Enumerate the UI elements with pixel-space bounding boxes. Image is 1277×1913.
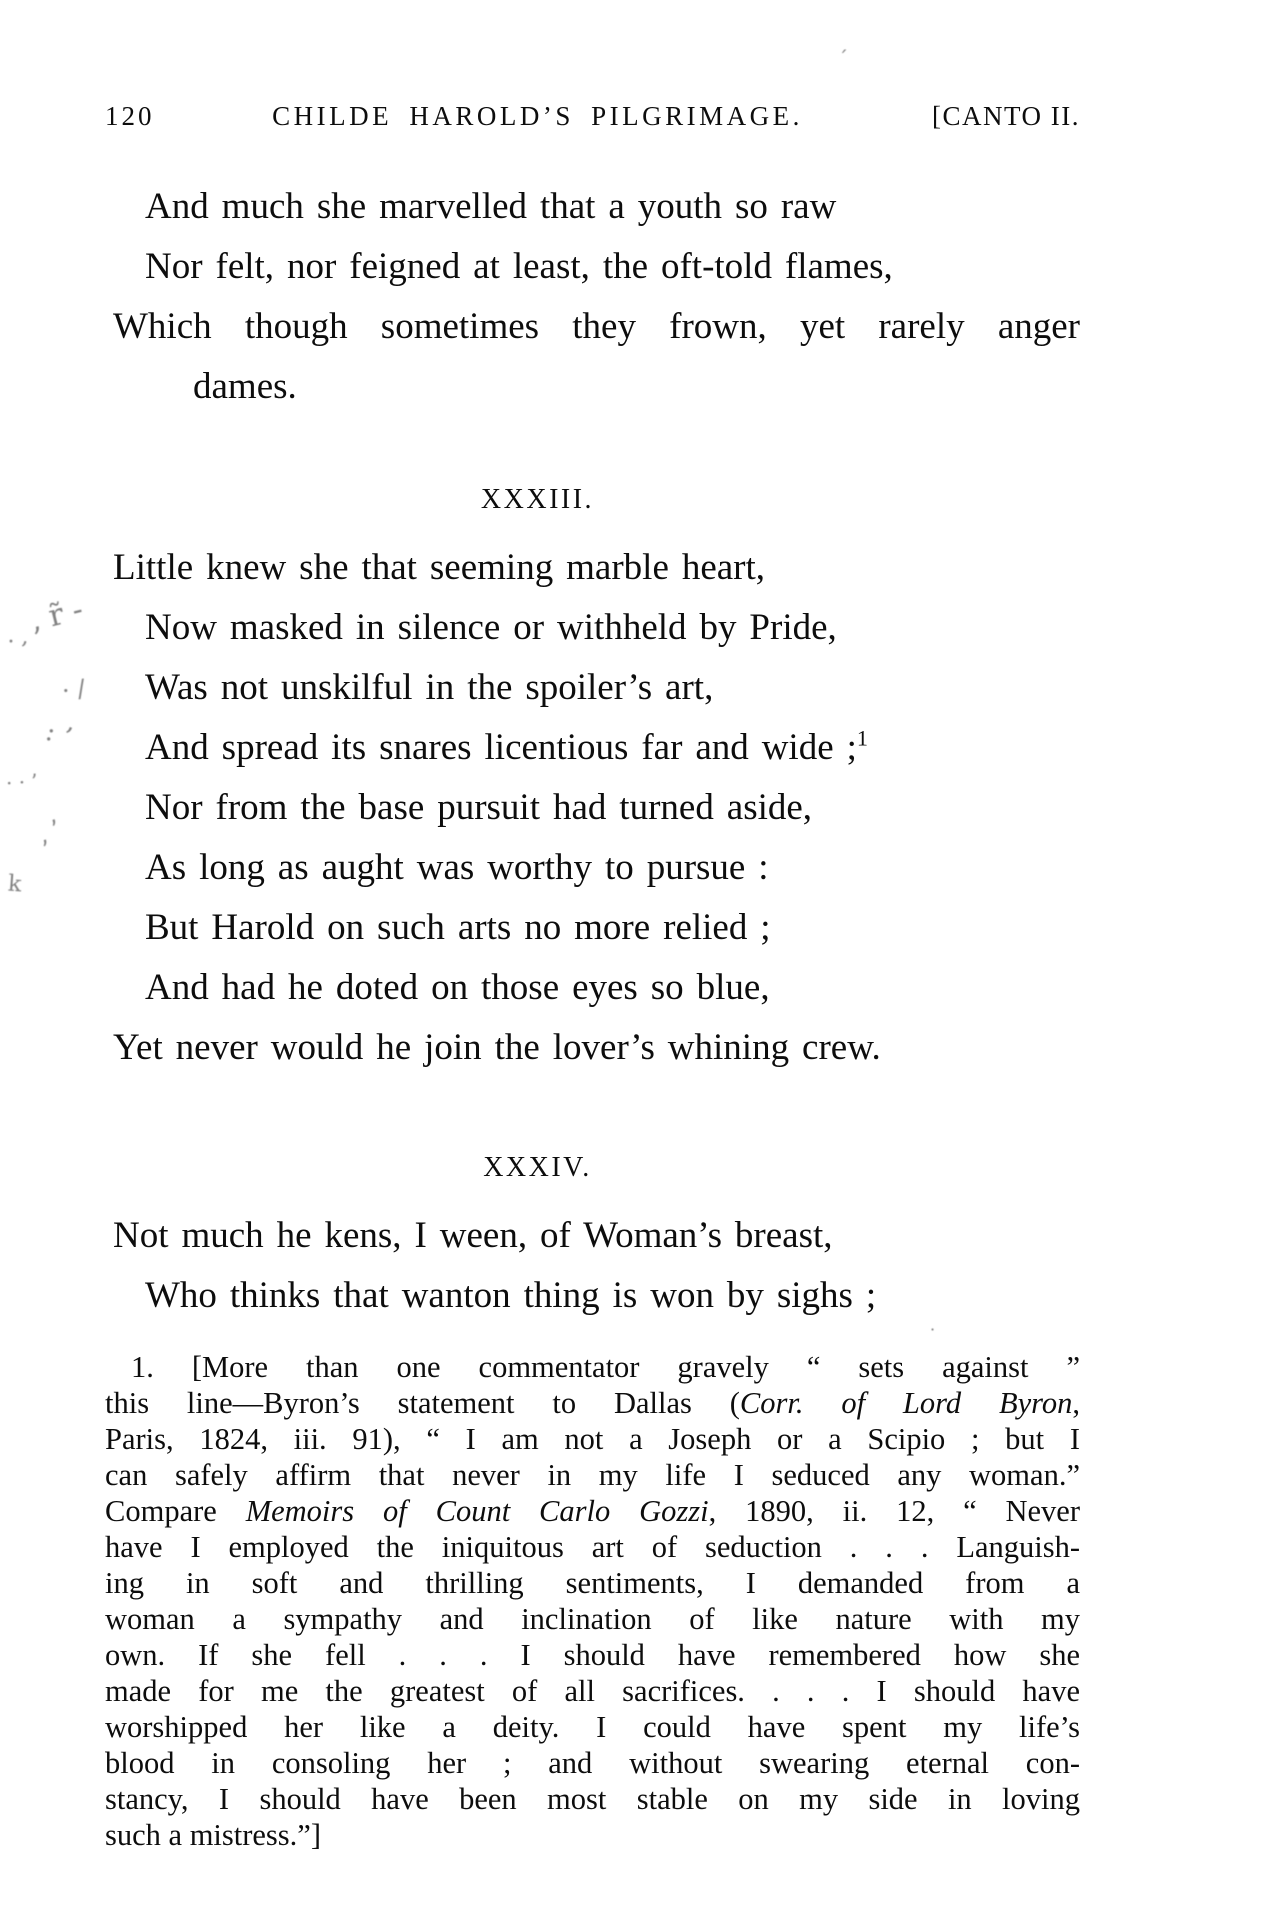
stanza-xxxiv	[105, 1206, 1080, 1326]
verse-line: Nor from the base pursuit had turned aside,	[145, 787, 813, 828]
footnote-line: ing in soft and thrilling sentiments, I demanded from a	[105, 1566, 1080, 1600]
footnote-line: Paris, 1824, iii. 91), “ I am not a Joseph or a Scipio ; but I	[105, 1422, 1080, 1456]
footnote-line: made for me the greatest of all sacrifices. . . . I should have	[105, 1674, 1080, 1708]
footnote-line: worshipped her like a deity. I could have spent my life’s	[105, 1710, 1080, 1744]
stanza-heading-xxxiii: XXXIII.	[480, 484, 595, 515]
running-title: CHILDE HAROLD’S PILGRIMAGE.	[272, 101, 803, 131]
footnote-line: this line—Byron’s statement to Dallas (Corr. of Lord Byron,	[105, 1386, 1081, 1420]
pencil-mark: ´	[838, 46, 848, 70]
verse-line: Little knew she that seeming marble heart,	[113, 547, 766, 588]
footnote-line: 1. [More than one commentator gravely “ sets against ”	[131, 1350, 1080, 1384]
verse-line: Who thinks that wanton thing is won by sighs ;	[145, 1275, 877, 1316]
verse-line: Yet never would he join the lover’s whining crew.	[113, 1027, 881, 1068]
verse-line: As long as aught was worthy to pursue :	[145, 847, 769, 888]
footnote-line: blood in consoling her ; and without swearing eternal con-	[105, 1746, 1080, 1780]
stanza-xxxiii	[105, 538, 1080, 1078]
running-head	[105, 99, 1080, 139]
footnote-line: own. If she fell . . . I should have remembered how she	[105, 1638, 1080, 1672]
verse-line: And spread its snares licentious far and wide ;$^1$	[145, 725, 868, 768]
verse-line: Nor felt, nor feigned at least, the oft-told flames,	[145, 246, 893, 287]
verse-line: But Harold on such arts no more relied ;	[145, 907, 771, 948]
verse-line: dames.	[193, 366, 297, 407]
footnote-block	[105, 1349, 1080, 1853]
footnote-line: can safely affirm that never in my life I seduced any woman.”	[105, 1458, 1080, 1492]
pencil-mark: , r̃ -	[26, 592, 87, 639]
page-number: 120	[105, 101, 155, 131]
pencil-mark: k	[7, 871, 23, 898]
pencil-mark: · /	[60, 674, 88, 706]
footnote-line: have I employed the iniquitous art of seduction . . . Languish-	[105, 1530, 1080, 1564]
footnote-reference-mark: 1	[856, 725, 868, 751]
verse-line: And had he doted on those eyes so blue,	[145, 967, 770, 1008]
footnote-line: stancy, I should have been most stable on my side in loving	[105, 1782, 1080, 1816]
footnote-line: woman a sympathy and inclination of like nature with my	[105, 1602, 1080, 1636]
pencil-mark: ·	[930, 1320, 936, 1339]
pencil-mark: , ’	[33, 814, 66, 850]
stanza-xxxii-continuation	[105, 177, 1080, 417]
pencil-mark: · · ’	[5, 768, 39, 796]
verse-line: Was not unskilful in the spoiler’s art,	[145, 667, 714, 708]
footnote-line: such a mistress.”]	[105, 1818, 321, 1852]
footnote-line: Compare Memoirs of Count Carlo Gozzi, 1890, ii. 12, “ Never	[105, 1494, 1080, 1528]
stanza-heading-xxxiv: XXXIV.	[483, 1152, 592, 1183]
verse-line: Which though sometimes they frown, yet rarely anger	[113, 306, 1080, 347]
verse-line: Now masked in silence or withheld by Pride,	[145, 607, 837, 648]
pencil-mark: . ,	[6, 622, 31, 651]
verse-line: And much she marvelled that a youth so raw	[145, 186, 837, 227]
pencil-mark: : ’	[41, 716, 76, 754]
canto-label: [CANTO II.	[932, 101, 1080, 131]
verse-line: Not much he kens, I ween, of Woman’s breast,	[113, 1215, 833, 1256]
